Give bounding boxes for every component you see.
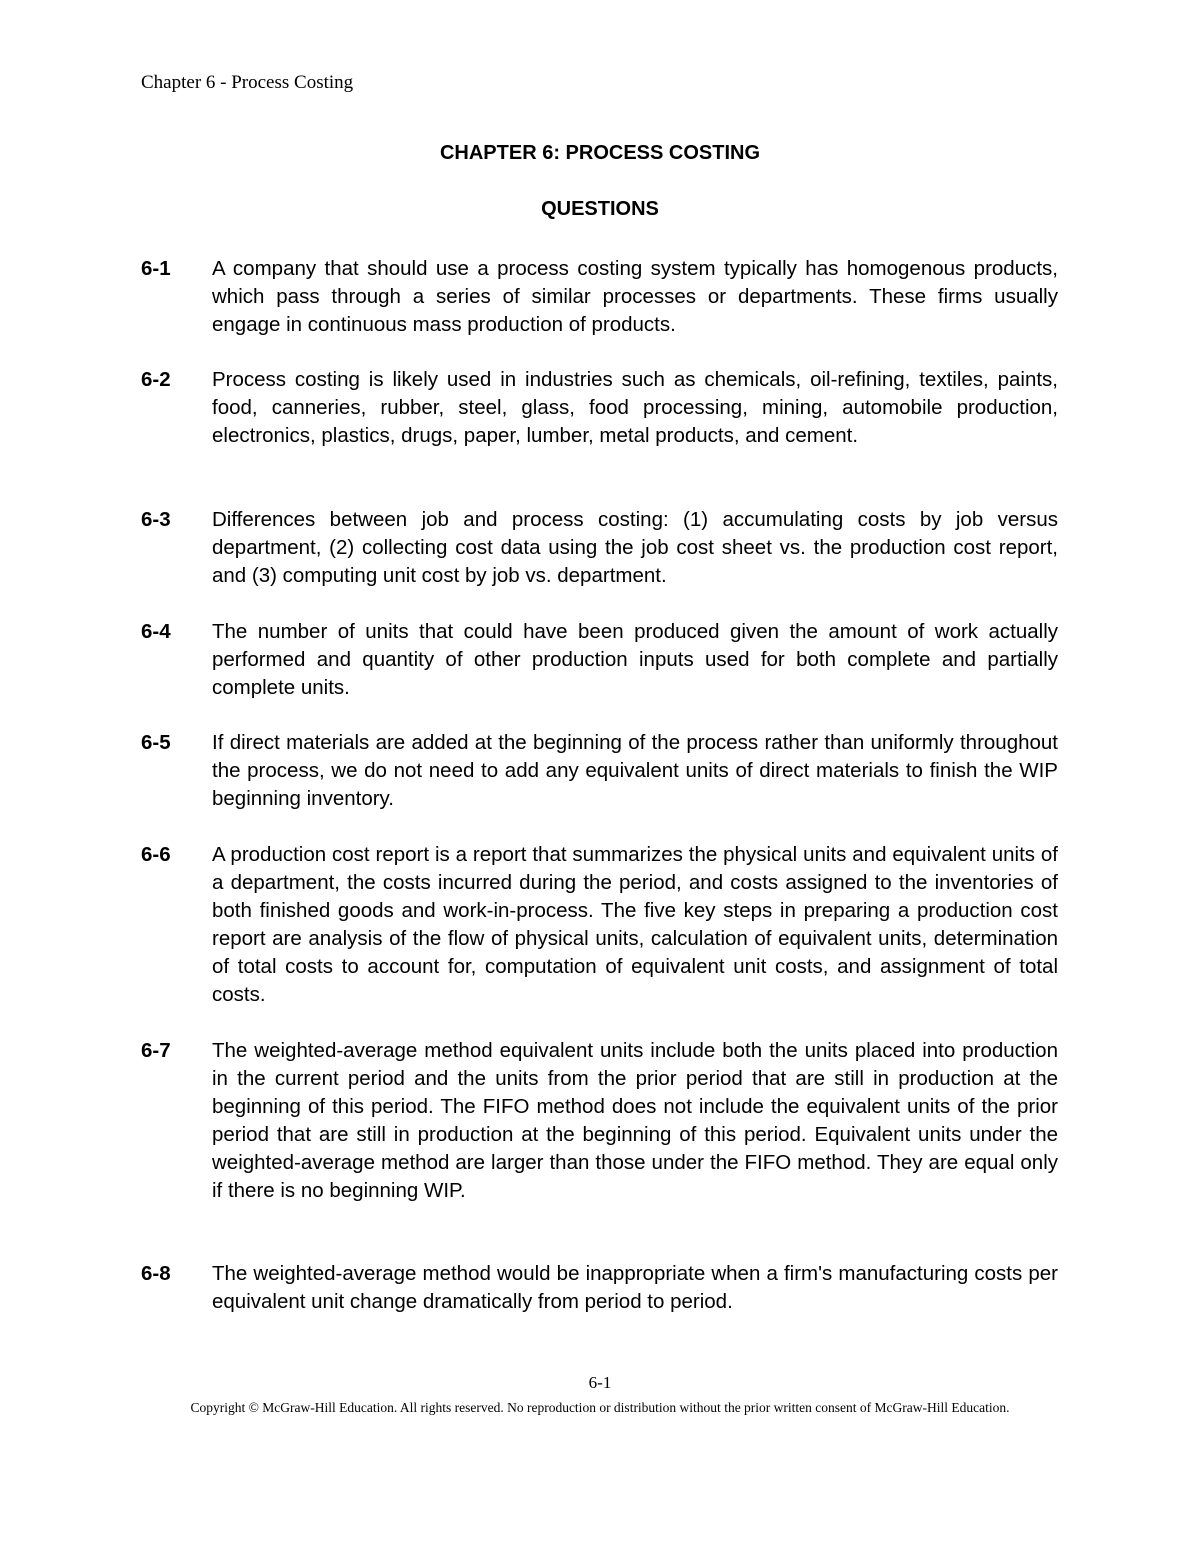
question-answer-text: The number of units that could have been produced given the amount of work actually performed and quantity of other production inputs used for both complete and partially complete units. bbox=[212, 620, 1058, 699]
question-6-5 bbox=[141, 729, 1058, 813]
question-number: 6-1 bbox=[141, 257, 171, 280]
question-answer-text: Process costing is likely used in industries such as chemicals, oil-refining, textiles, paints, food, canneries, rubber, steel, glass, food processing, mining, automobile production, electronics, plastics, drugs, paper, lumber, metal products, and cement. bbox=[212, 368, 1058, 447]
question-answer-text: The weighted-average method equivalent units include both the units placed into production in the current period and the units from the prior period that are still in production at the beginning of this period. The FIFO method does not include the equivalent units of the prior period that are still in production at the beginning of this period. Equivalent units under the weighted-average method are larger than those under the FIFO method. They are equal only if there is no beginning WIP. bbox=[212, 1039, 1058, 1202]
question-number: 6-3 bbox=[141, 508, 171, 531]
question-6-6 bbox=[141, 841, 1058, 1009]
question-number: 6-7 bbox=[141, 1039, 171, 1062]
question-answer-text: A company that should use a process costing system typically has homogenous products, which pass through a series of similar processes or departments. These firms usually engage in continuous mass production of products. bbox=[212, 257, 1058, 336]
question-number: 6-6 bbox=[141, 843, 171, 866]
question-answer-text: If direct materials are added at the beginning of the process rather than uniformly throughout the process, we do not need to add any equivalent units of direct materials to finish the WIP beginning inventory. bbox=[212, 731, 1058, 810]
question-answer-text: The weighted-average method would be inappropriate when a firm's manufacturing costs per equivalent unit change dramatically from period to period. bbox=[212, 1262, 1058, 1313]
question-answer-text: A production cost report is a report that summarizes the physical units and equivalent units of a department, the costs incurred during the period, and costs assigned to the inventories of both finished goods and work-in-process. The five key steps in preparing a production cost report are analysis of the flow of physical units, calculation of equivalent units, determination of total costs to account for, computation of equivalent unit costs, and assignment of total costs. bbox=[212, 843, 1058, 1006]
chapter-title: CHAPTER 6: PROCESS COSTING bbox=[439, 142, 761, 164]
question-6-7 bbox=[141, 1037, 1058, 1205]
question-answer-text: Differences between job and process costing: (1) accumulating costs by job versus department, (2) collecting cost data using the job cost sheet vs. the production cost report, and (3) computing unit cost by job vs. department. bbox=[212, 508, 1058, 587]
question-6-1 bbox=[141, 255, 1058, 339]
copyright-notice: Copyright © McGraw-Hill Education. All rights reserved. No reproduction or distribution without the prior written consent of McGraw-Hill Education. bbox=[190, 1400, 1010, 1415]
question-number: 6-2 bbox=[141, 368, 171, 391]
question-6-4 bbox=[141, 618, 1058, 702]
question-number: 6-5 bbox=[141, 731, 171, 754]
question-6-8 bbox=[141, 1260, 1058, 1316]
page-number: 6-1 bbox=[588, 1373, 612, 1392]
question-number: 6-4 bbox=[141, 620, 171, 643]
question-6-3 bbox=[141, 506, 1058, 590]
question-6-2 bbox=[141, 366, 1058, 450]
section-title: QUESTIONS bbox=[541, 198, 659, 220]
question-number: 6-8 bbox=[141, 1262, 171, 1285]
running-header: Chapter 6 - Process Costing bbox=[141, 72, 354, 93]
